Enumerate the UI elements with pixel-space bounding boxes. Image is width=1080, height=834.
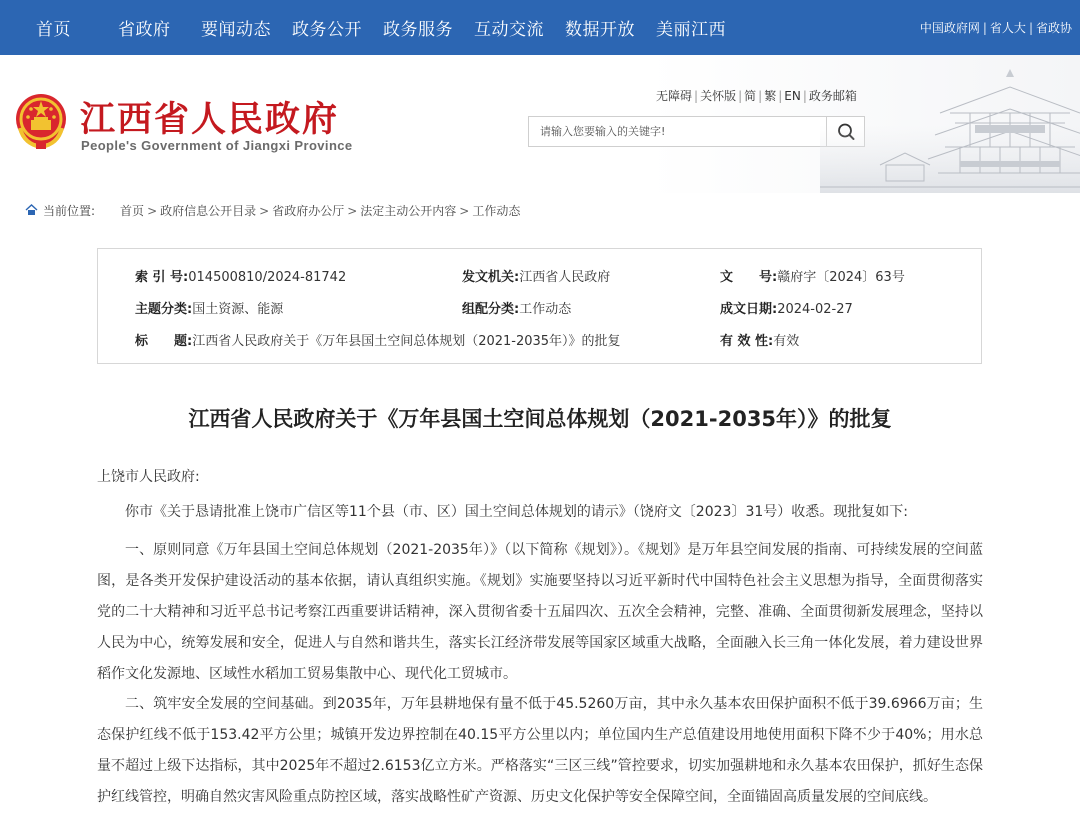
home-icon bbox=[25, 204, 38, 216]
top-right-links bbox=[920, 19, 1072, 36]
separator: | bbox=[694, 89, 699, 103]
meta-value: 2024-02-27 bbox=[777, 302, 853, 317]
breadcrumb-item-work-news[interactable]: 工作动态 bbox=[472, 204, 521, 218]
national-emblem-icon bbox=[14, 92, 68, 150]
breadcrumb-item-home[interactable]: 首页 bbox=[120, 204, 145, 218]
nav-item-open-data[interactable]: 数据开放 bbox=[565, 20, 635, 40]
link-simplified[interactable]: 简 bbox=[744, 89, 757, 103]
separator: | bbox=[802, 89, 807, 103]
meta-index-number bbox=[135, 266, 346, 285]
link-china-gov[interactable]: 中国政府网 bbox=[919, 21, 980, 35]
meta-value: 国土资源、能源 bbox=[192, 302, 284, 317]
meta-document-number bbox=[720, 266, 905, 285]
separator: | bbox=[982, 21, 987, 35]
breadcrumb-item-info-catalog[interactable]: 政府信息公开目录 bbox=[160, 204, 257, 218]
article-paragraph: 二、筑牢安全发展的空间基础。到2035年，万年县耕地保有量不低于45.5260万亩，其中永久基本农田保护面积不低于39.6966万亩；生态保护红线不低于153.42平方公里；城镇开发边界控制在40.15平方公里以内；单位国内生产总值建设用地使用面积下降不少于40%；用水总量不超过上级下达指标，其中2025年不超过2.6153亿立方米。严格落实“三区三线”管控要求，切实加强耕地和永久基本农田保护，抓好生态保护红线管控，明确自然灾害风险重点防控区域，落实战略性矿产资源、历史文化保护等安全保障空间，全面锚固高质量发展的空间底线。 bbox=[97, 696, 983, 805]
meta-topic bbox=[135, 298, 283, 317]
nav-item-province-gov[interactable]: 省政府 bbox=[118, 20, 171, 40]
chevron-right-icon: > bbox=[459, 204, 470, 218]
link-traditional[interactable]: 繁 bbox=[764, 89, 777, 103]
meta-written-date bbox=[720, 298, 853, 317]
meta-label: 文 号: bbox=[720, 270, 778, 285]
chevron-right-icon: > bbox=[259, 204, 270, 218]
meta-value: 有效 bbox=[773, 334, 800, 349]
document-meta-box bbox=[97, 248, 982, 364]
search-box bbox=[528, 116, 865, 147]
link-provincial-npc[interactable]: 省人大 bbox=[989, 21, 1026, 35]
article-title: 江西省人民政府关于《万年县国土空间总体规划（2021-2035年）》的批复 bbox=[188, 407, 892, 431]
site-title[interactable]: 江西省人民政府 bbox=[80, 99, 340, 140]
chevron-right-icon: > bbox=[347, 204, 358, 218]
nav-item-gov-services[interactable]: 政务服务 bbox=[383, 20, 453, 40]
site-header bbox=[0, 55, 1080, 193]
meta-value: 工作动态 bbox=[519, 302, 572, 317]
separator: | bbox=[778, 89, 783, 103]
meta-value: 014500810/2024-81742 bbox=[188, 270, 347, 285]
article-salutation: 上饶市人民政府: bbox=[97, 469, 200, 485]
chevron-right-icon: > bbox=[147, 204, 158, 218]
breadcrumb-label: 当前位置: bbox=[43, 204, 96, 218]
separator: | bbox=[758, 89, 763, 103]
meta-value: 江西省人民政府关于《万年县国土空间总体规划（2021-2035年）》的批复 bbox=[192, 334, 621, 349]
meta-label: 发文机关: bbox=[462, 270, 520, 285]
meta-validity bbox=[720, 330, 799, 349]
tengwang-pavilion-illustration bbox=[820, 65, 1080, 193]
nav-item-news[interactable]: 要闻动态 bbox=[201, 20, 271, 40]
meta-category bbox=[462, 298, 571, 317]
breadcrumb-item-general-office[interactable]: 省政府办公厅 bbox=[272, 204, 345, 218]
link-gov-mail[interactable]: 政务邮箱 bbox=[808, 89, 857, 103]
link-care-mode[interactable]: 关怀版 bbox=[700, 89, 737, 103]
nav-item-gov-affairs-public[interactable]: 政务公开 bbox=[292, 20, 362, 40]
separator: | bbox=[1028, 21, 1033, 35]
meta-label: 成文日期: bbox=[720, 302, 778, 317]
meta-label: 组配分类: bbox=[462, 302, 520, 317]
breadcrumb bbox=[25, 202, 520, 218]
nav-item-home[interactable]: 首页 bbox=[36, 20, 71, 40]
meta-value: 赣府字〔2024〕63号 bbox=[777, 270, 905, 285]
meta-title bbox=[135, 330, 621, 349]
link-provincial-cppcc[interactable]: 省政协 bbox=[1035, 21, 1072, 35]
site-subtitle: People's Government of Jiangxi Province bbox=[81, 138, 353, 153]
breadcrumb-item-statutory-content[interactable]: 法定主动公开内容 bbox=[360, 204, 457, 218]
article-paragraph: 一、原则同意《万年县国土空间总体规划（2021-2035年）》（以下简称《规划》）。《规划》是万年县空间发展的指南、可持续发展的空间蓝图，是各类开发保护建设活动的基本依据，请认真组织实施。《规划》实施要坚持以习近平新时代中国特色社会主义思想为指导，全面贯彻落实党的二十大精神和习近平总书记考察江西重要讲话精神，深入贯彻省委十五届四次、五次全会精神，完整、准确、全面贯彻新发展理念，坚持以人民为中心，统筹发展和安全，促进人与自然和谐共生，落实长江经济带发展等国家区域重大战略，全面融入长三角一体化发展，着力建设世界稻作文化发源地、区域性水稻加工贸易集散中心、现代化工贸城市。 bbox=[97, 542, 983, 682]
search-input[interactable] bbox=[529, 117, 827, 146]
nav-item-interaction[interactable]: 互动交流 bbox=[474, 20, 544, 40]
top-nav-bar bbox=[0, 0, 1080, 55]
meta-label: 主题分类: bbox=[135, 302, 193, 317]
separator: | bbox=[738, 89, 743, 103]
nav-item-beautiful-jiangxi[interactable]: 美丽江西 bbox=[656, 20, 726, 40]
meta-issuing-authority bbox=[462, 266, 610, 285]
meta-label: 索 引 号: bbox=[135, 270, 189, 285]
link-english[interactable]: EN bbox=[784, 89, 801, 103]
article-paragraph: 你市《关于恳请批准上饶市广信区等11个县（市、区）国土空间总体规划的请示》（饶府文〔2023〕31号）收悉。现批复如下: bbox=[125, 504, 908, 520]
meta-label: 有 效 性: bbox=[720, 334, 774, 349]
link-accessibility[interactable]: 无障碍 bbox=[656, 89, 693, 103]
meta-label: 标 题: bbox=[135, 334, 193, 349]
meta-value: 江西省人民政府 bbox=[519, 270, 611, 285]
